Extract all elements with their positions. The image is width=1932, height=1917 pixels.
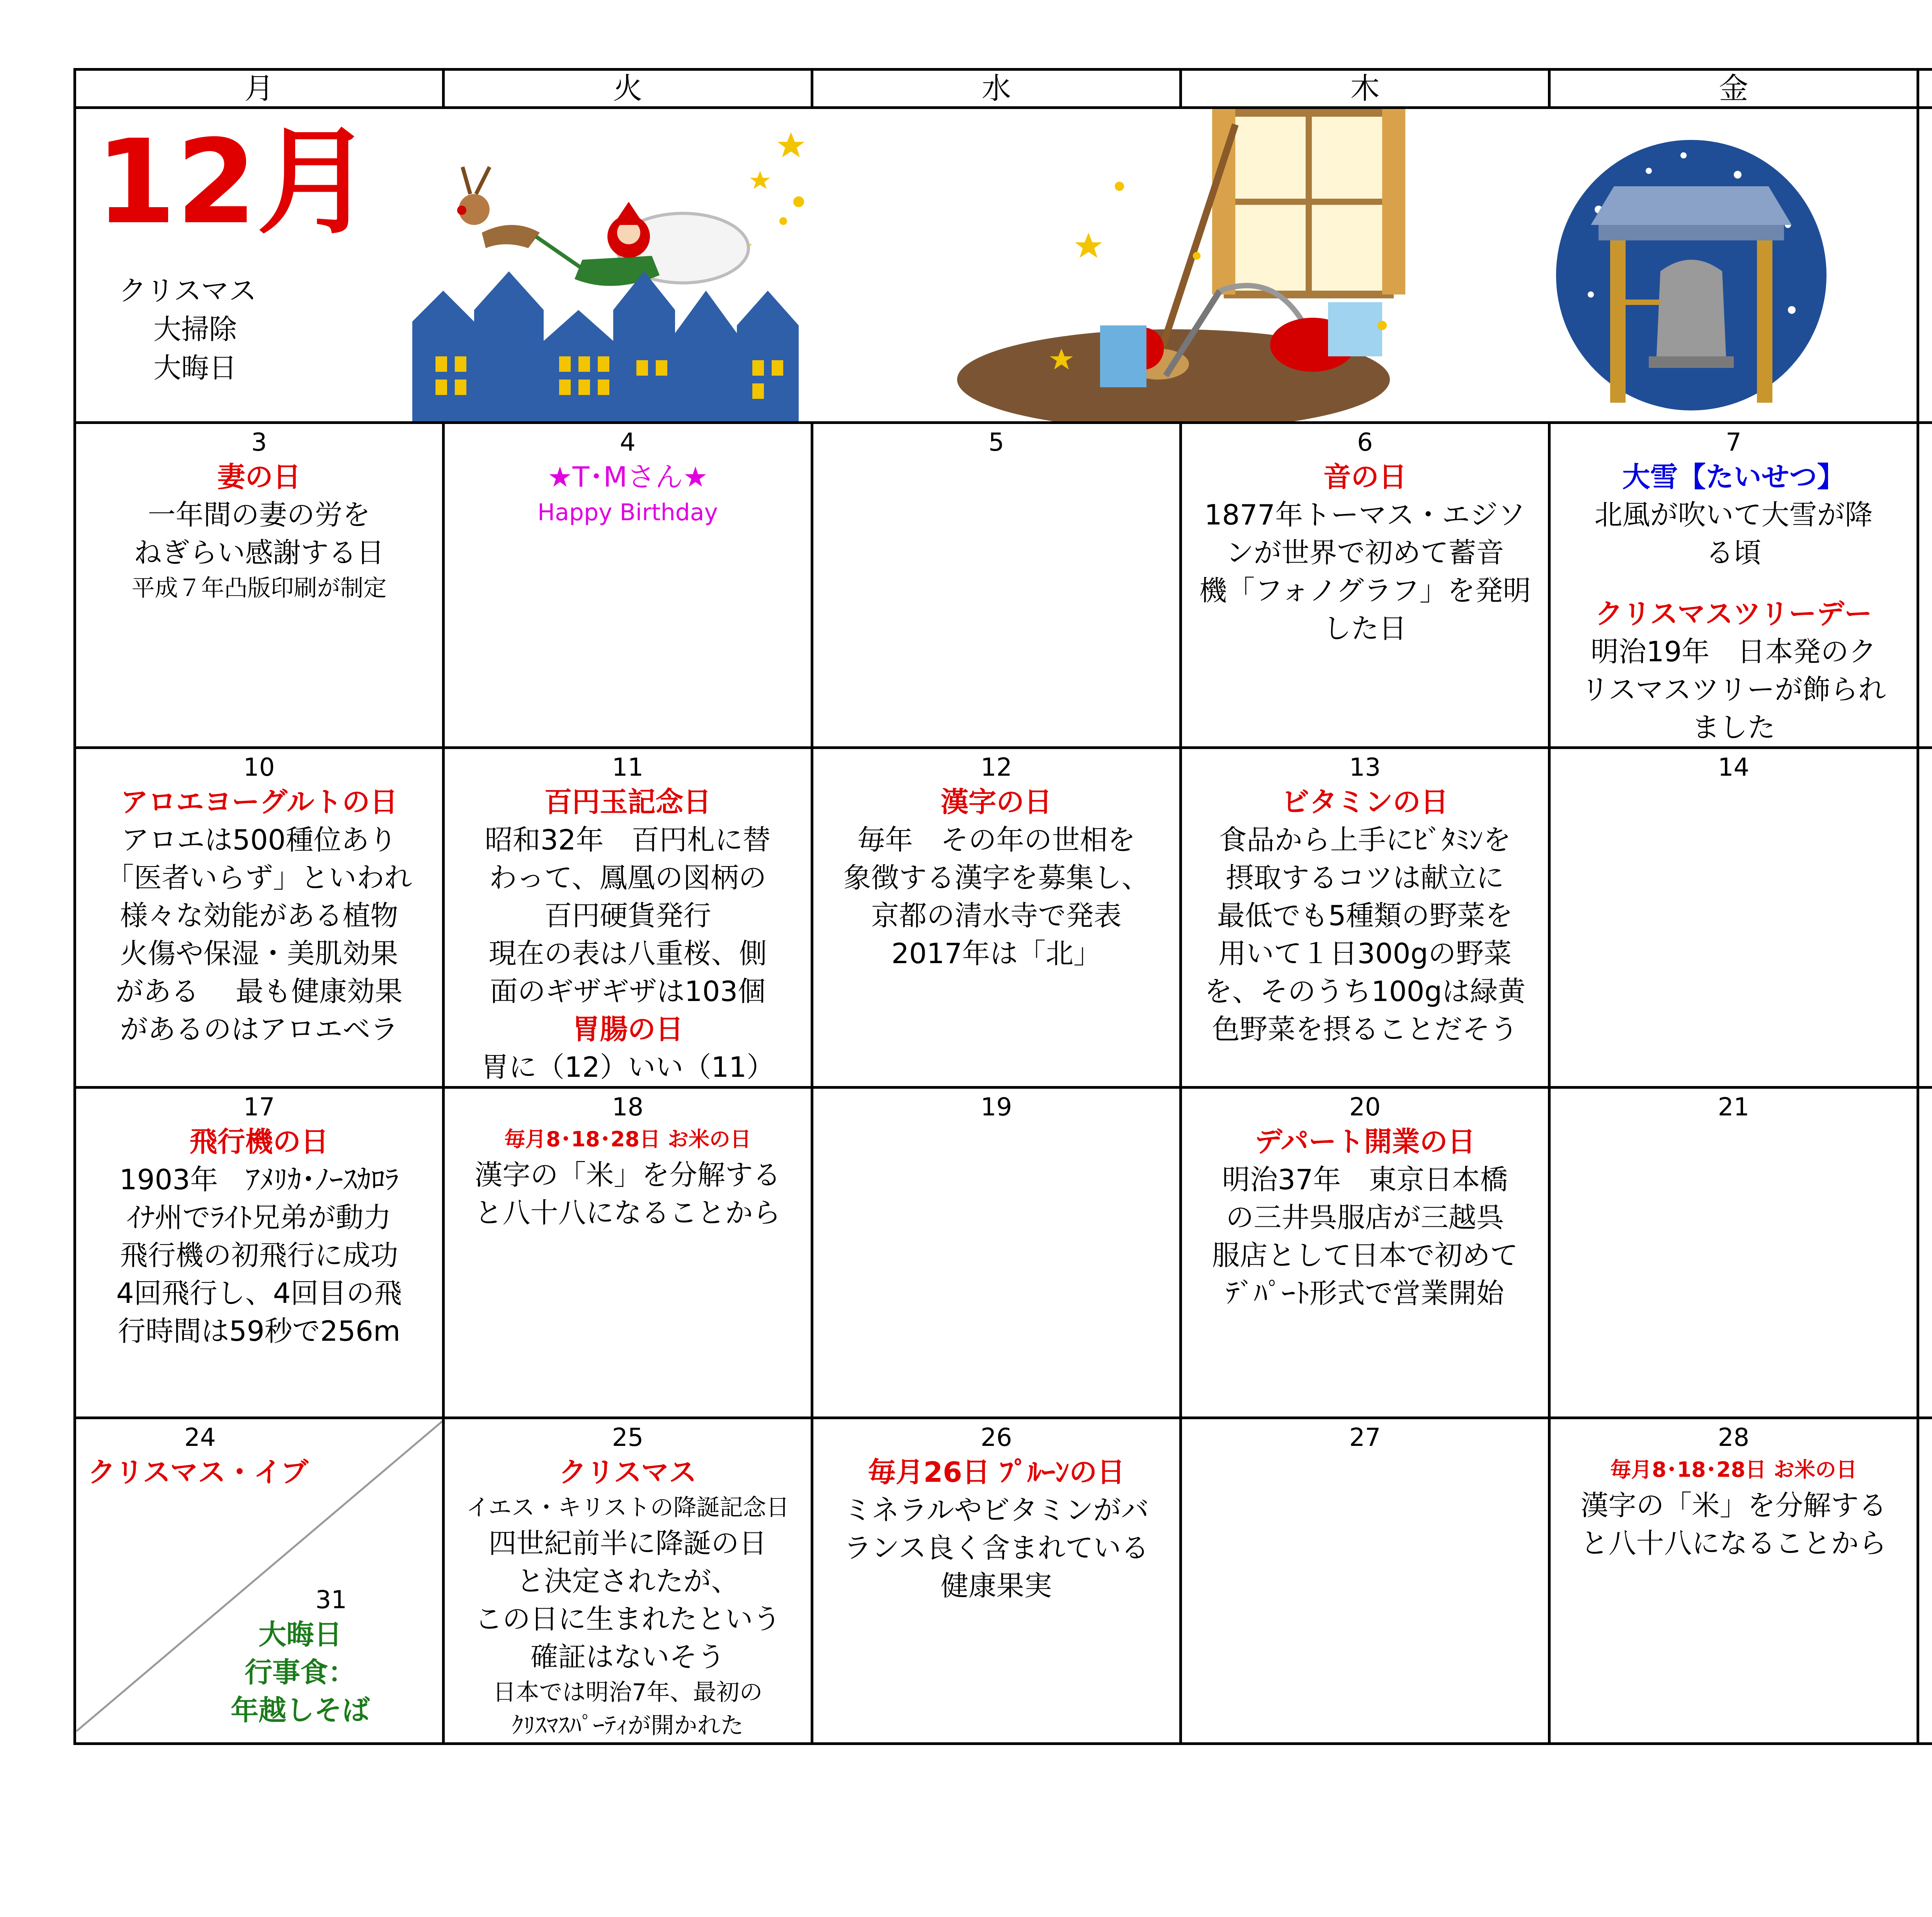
topic-cleaning: 大掃除 [153,313,237,346]
event-text: 北風が吹いて大雪が降 [1594,499,1873,531]
event-title [1919,783,1932,821]
event-text: 明治37年 東京日本橋 [1222,1163,1508,1196]
day-number: 12 [980,753,1012,782]
week-row-4 [75,1088,1932,1418]
day-cell-17[interactable] [75,1088,444,1418]
day-number: 21 [1718,1093,1750,1122]
day-number: 11 [612,753,644,782]
day-31-block [192,1582,408,1729]
day-number: 7 [1726,428,1742,457]
day-cell-25[interactable] [444,1418,812,1744]
day-number [1919,427,1932,458]
event-text: 最低でも5種類の野菜を [1217,899,1513,932]
day-cell-19[interactable] [812,1088,1181,1418]
event-title [1919,1383,1932,1416]
week-row-5 [75,1418,1932,1744]
event-toshikoshi-soba: 年越しそば [230,1694,370,1726]
event-text: 平成７年凸版印刷が制定 [131,575,387,602]
day-cell-14[interactable] [1549,748,1918,1088]
day-cell-10[interactable] [75,748,444,1088]
event-text: 食品から上手にﾋﾞﾀﾐﾝを [1219,824,1511,856]
event-text: ランス良く含まれている [844,1532,1149,1564]
event-text: 用いて１日300gの野菜 [1218,937,1512,970]
day-number: 19 [980,1093,1012,1122]
event-title: 大雪【たいせつ】 [1622,461,1845,493]
event-text: 確証はないそう [530,1641,725,1673]
event-text: 色野菜を摂ることだそう [1212,1013,1518,1045]
day-cell-27[interactable] [1181,1418,1549,1744]
cleaning-tools-icon [926,109,1429,421]
event-text: Happy Birthday [537,499,718,526]
day-number: 27 [1349,1423,1381,1452]
event-title: クリスマス [558,1456,697,1488]
event-title: 毎月8･18･28日 お米の日 [504,1127,751,1151]
event-text [1919,1312,1932,1350]
day-number: 14 [1718,753,1750,782]
santa-sleigh-icon [412,109,837,421]
day-cell-1[interactable] [1918,108,1932,423]
event-title: 百円玉記念日 [544,786,711,818]
spacer [1551,572,1917,595]
day-cell-24-31[interactable] [75,1418,444,1744]
day-number [1919,1092,1932,1123]
event-text: 健康果実 [940,1570,1052,1602]
event-text: 四世紀前半に降誕の日 [488,1527,767,1559]
event-text: 4回飛行し、4回目の飛 [116,1277,402,1309]
event-text: この日に生まれたという [474,1603,781,1635]
event-title: アロエヨーグルトの日 [120,786,398,818]
month-banner [75,108,1918,423]
week-row-1 [75,108,1932,423]
event-text: ミネラルやビタミンがバ [844,1494,1149,1526]
day-number: 17 [243,1093,275,1122]
event-title [1919,143,1932,181]
event-text: 面のギザギザは103個 [490,975,766,1008]
event-omisoka: 大晦日 [258,1618,342,1651]
event-text: わって、鳳凰の図柄の [489,861,767,894]
event-text: ねぎらい感謝する日 [134,536,384,569]
event-text: 京都の清水寺で発表 [871,899,1122,932]
day-cell-29[interactable] [1918,1418,1932,1744]
event-text: と八十八になることから [474,1197,781,1229]
event-text: ンが世界で初めて蓄音 [1226,536,1504,569]
event-text: があるのはアロエベラ [120,1013,398,1045]
event-title [1919,1350,1932,1383]
weekday-mon: 月 [75,70,444,108]
event-title [1919,628,1932,666]
event-text: アロエは500種位あり [121,824,397,856]
event-title [1919,458,1932,491]
event-title: 毎月26日 ﾌﾟﾙｰﾝの日 [867,1456,1125,1488]
weekday-tue: 火 [444,70,812,108]
event-text: ｲﾅ州でﾗｲﾄ兄弟が動力 [127,1201,391,1234]
event-text: 行時間は59秒で256m [117,1315,401,1347]
day-cell-6[interactable] [1181,423,1549,748]
event-text: 胃に（12）いい（11） [481,1051,775,1083]
event-title [1919,1123,1932,1161]
day-number: 18 [612,1093,644,1122]
month-topics [119,271,257,387]
event-text: 1877年トーマス・エジソ [1204,499,1526,531]
calendar-grid [73,68,1932,1745]
event-text: 「医者いらず」といわれ [106,861,412,894]
event-title: 音の日 [1323,461,1407,493]
day-cell-15[interactable] [1918,748,1932,1088]
event-text: と決定されたが、 [516,1565,739,1597]
day-cell-12[interactable] [812,748,1181,1088]
event-text: ｸﾘｽﾏｽﾊﾟｰﾃｨが開かれた [512,1712,744,1739]
event-text: る頃 [1706,536,1762,569]
event-text [1919,897,1932,935]
event-text: リスマスツリーが飾られ [1581,673,1886,706]
event-text [1919,1236,1932,1274]
event-title: 飛行機の日 [189,1125,329,1158]
event-title [1919,590,1932,628]
event-text: 様々な効能がある植物 [120,899,398,932]
event-text [1919,181,1932,219]
day-number: 4 [620,428,636,457]
weekday-fri: 金 [1549,70,1918,108]
event-title: 妻の日 [217,461,301,493]
event-text [1919,529,1932,567]
event-text: 摂取するコツは献立に [1226,861,1504,894]
day-number: 13 [1349,753,1381,782]
week-row-3 [75,748,1932,1088]
event-text: した日 [1323,612,1407,645]
topic-new-years-eve: 大晦日 [153,352,237,384]
event-gyojishoku-label: 行事食： [244,1656,356,1689]
day-number: 25 [612,1423,644,1452]
weekday-sat [1918,70,1932,108]
event-text: 現在の表は八重桜、側 [488,937,767,970]
event-text: イエス・キリストの降誕記念日 [466,1494,789,1521]
day-number: 6 [1357,428,1373,457]
weekday-thu: 木 [1181,70,1549,108]
day-number: 10 [243,753,275,782]
event-text [1919,1161,1932,1199]
event-text: 明治19年 日本発のク [1590,635,1877,668]
event-text [1919,1274,1932,1312]
day-number-31: 31 [315,1586,347,1614]
spacer [1919,567,1932,590]
event-text [1919,972,1932,1010]
day-cell-13[interactable] [1181,748,1549,1088]
event-text: 一年間の妻の労を [148,499,371,531]
event-christmas-eve: クリスマス・イブ [88,1456,308,1488]
event-text [1919,491,1932,529]
event-text [1919,1199,1932,1236]
day-number: 26 [980,1423,1012,1452]
day-number-24: 24 [184,1423,216,1452]
day-number [1919,752,1932,783]
day-cell-28[interactable] [1549,1418,1918,1744]
event-text [1919,935,1932,972]
event-text: ﾃﾞﾊﾟｰﾄ形式で営業開始 [1226,1277,1504,1309]
event-text: ★T･Mさん★ [547,461,708,493]
day-cell-20[interactable] [1181,1088,1549,1418]
day-number [1919,1422,1932,1453]
day-cell-3[interactable] [75,423,444,748]
event-text: 服店として日本で初めて [1212,1239,1518,1272]
topic-christmas: クリスマス [119,274,257,307]
event-text: がある 最も健康効果 [116,975,403,1008]
day-cell-21[interactable] [1549,1088,1918,1418]
event-title: 漢字の日 [940,786,1052,818]
event-title: デパート開業の日 [1254,1125,1476,1158]
event-title: 胃腸の日 [572,1013,684,1045]
event-text [1919,821,1932,859]
event-text [1919,859,1932,897]
weekday-wed: 水 [812,70,1181,108]
weekday-header-row [75,70,1932,108]
day-cell-5[interactable] [812,423,1181,748]
event-text: 機「フォノグラフ」を発明 [1199,574,1531,607]
day-cell-8[interactable] [1918,423,1932,748]
event-text: 2017年は「北」 [891,937,1102,970]
event-title: ビタミンの日 [1281,786,1449,818]
event-text: 飛行機の初飛行に成功 [120,1239,398,1272]
week-row-2 [75,423,1932,748]
event-title: 毎月8･18･28日 お米の日 [1610,1457,1857,1482]
day-cell-22[interactable] [1918,1088,1932,1418]
day-number: 20 [1349,1093,1381,1122]
event-text: と八十八になることから [1580,1527,1887,1559]
event-text: 漢字の「米」を分解する [1580,1489,1887,1522]
event-text: ました [1692,711,1776,744]
day-cell-7[interactable] [1549,423,1918,748]
event-text: 昭和32年 百円札に替 [485,824,771,856]
day-cell-11[interactable] [444,748,812,1088]
day-number: 28 [1718,1423,1750,1452]
event-text [1919,219,1932,257]
event-text: 火傷や保湿・美肌効果 [120,937,398,970]
day-cell-26[interactable] [812,1418,1181,1744]
event-text: 日本では明治7年、最初の [493,1679,763,1706]
event-text: 毎年 その年の世相を [857,824,1136,856]
event-text: を、そのうち100gは緑黄 [1204,975,1526,1008]
event-text: 漢字の「米」を分解する [474,1159,781,1191]
event-text: の三井呉服店が三越呉 [1226,1201,1504,1234]
temple-bell-icon [1521,109,1869,421]
event-title: クリスマスツリーデー [1595,598,1872,630]
day-cell-4[interactable] [444,423,812,748]
month-title: 12月 [95,115,373,250]
event-text: 象徴する漢字を募集し、 [843,861,1150,894]
day-number: 3 [251,428,267,457]
day-cell-18[interactable] [444,1088,812,1418]
day-number: 5 [988,428,1004,457]
event-text: 百円硬貨発行 [544,899,711,932]
event-text: 1903年 ｱﾒﾘｶ･ﾉｰｽｶﾛﾗ [119,1163,399,1196]
day-number [1919,112,1932,143]
